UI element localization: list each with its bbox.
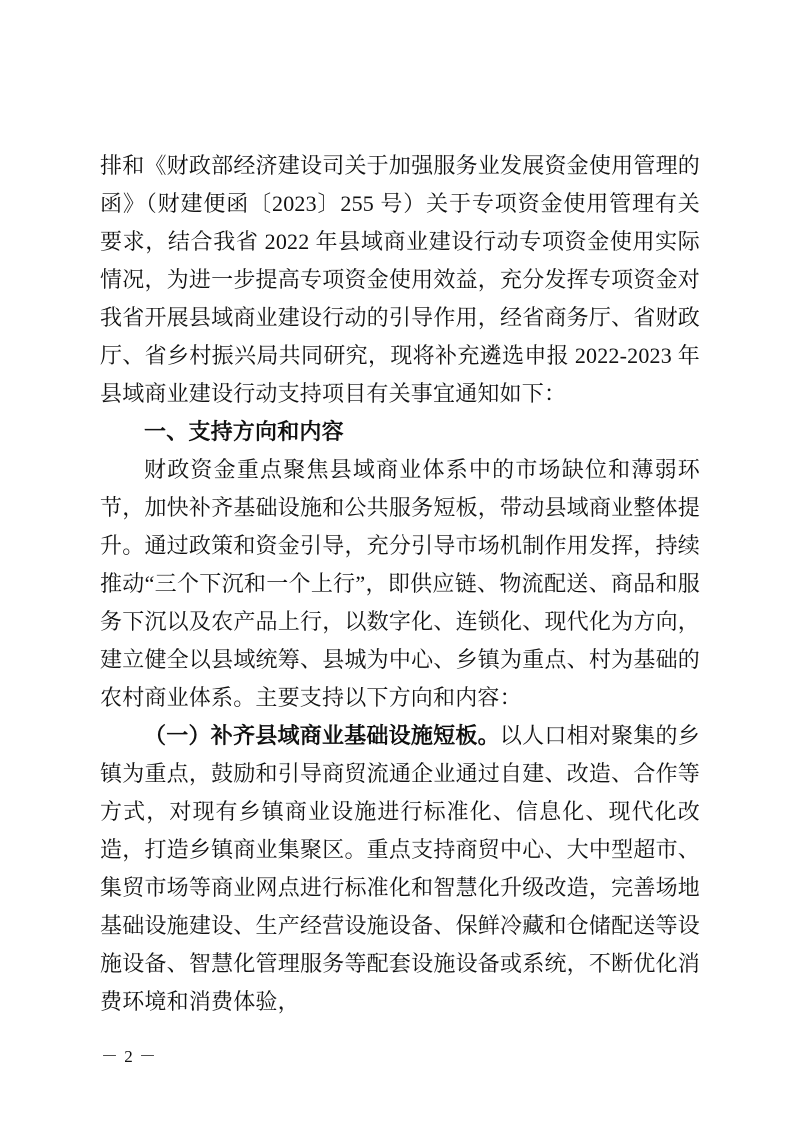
section-heading: 一、支持方向和内容 bbox=[144, 419, 344, 444]
paragraph-item-one bbox=[100, 717, 700, 1021]
document-content bbox=[100, 147, 700, 1021]
paragraph-body: 财政资金重点聚焦县域商业体系中的市场缺位和薄弱环节，加快补齐基础设施和公共服务短板，带动县域商业整体提升。通过政策和资金引导，充分引导市场机制作用发挥，持续推动“三个下沉和一个上行”，即供应链、物流配送、商品和服务下沉以及农产品上行，以数字化、连锁化、现代化为方向，建立健全以县域统筹、县城为中心、乡镇为重点、村为基础的农村商业体系。主要支持以下方向和内容： bbox=[100, 457, 700, 710]
page-number: － 2 － bbox=[101, 1047, 157, 1066]
paragraph-continuation: 排和《财政部经济建设司关于加强服务业发展资金使用管理的函》（财建便函〔2023〕255 号）关于专项资金使用管理有关要求，结合我省 2022 年县域商业建设行动专项资金使用实际情况，为进一步提高专项资金使用效益，充分发挥专项资金对我省开展县域商业建设行动的引导作用，经省商务厅、省财政厅、省乡村振兴局共同研究，现将补充遴选申报 2022-2023 年县域商业建设行动支持项目有关事宜通知如下： bbox=[100, 153, 700, 406]
item-one-lead: （一）补齐县域商业基础设施短板。 bbox=[144, 723, 500, 748]
item-one-text: 以人口相对聚集的乡镇为重点，鼓励和引导商贸流通企业通过自建、改造、合作等方式，对现有乡镇商业设施进行标准化、信息化、现代化改造，打造乡镇商业集聚区。重点支持商贸中心、大中型超市、集贸市场等商业网点进行标准化和智慧化升级改造，完善场地基础设施建设、生产经营设施设备、保鲜冷藏和仓储配送等设施设备、智慧化管理服务等配套设施设备或系统，不断优化消费环境和消费体验， bbox=[100, 723, 700, 1014]
